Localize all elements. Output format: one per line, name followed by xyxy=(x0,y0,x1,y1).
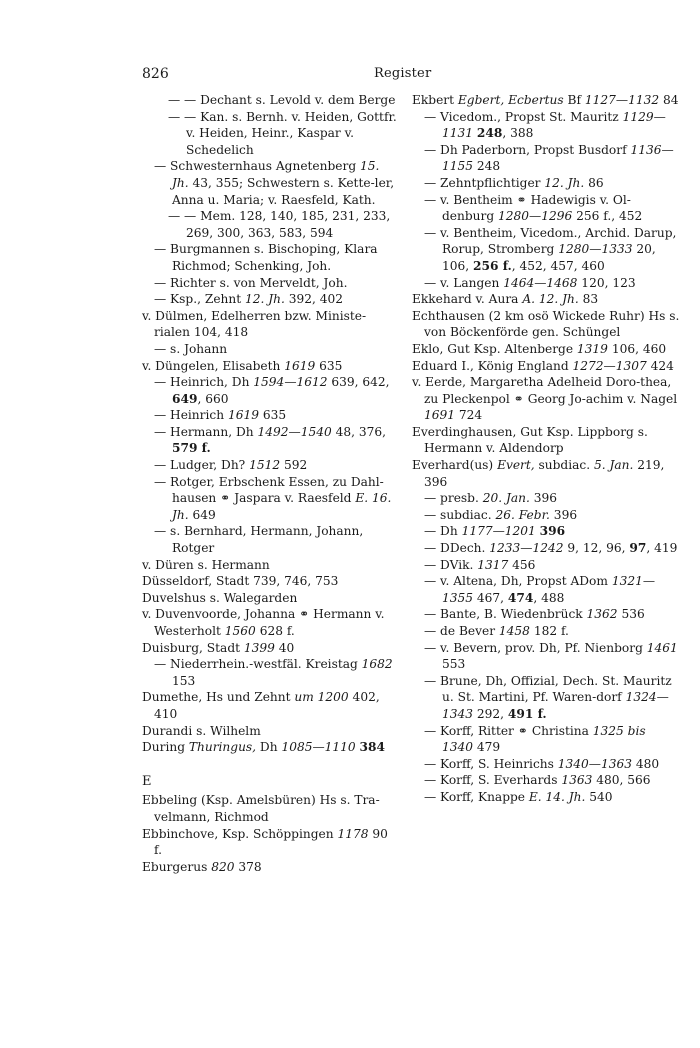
text-span: — — Dechant s. Levold v. dem Berge xyxy=(168,93,396,107)
text-span: — Heinrich, Dh xyxy=(154,375,254,390)
index-entry xyxy=(142,523,398,556)
index-entry xyxy=(142,689,398,722)
text-span: — Brune, Dh, Offizial, Dech. St. Mauritz u. St. Martini, Pf. Waren-dorf xyxy=(424,673,672,705)
text-span: Everdinghausen, Gut Ksp. Lippborg s. Hermann v. Aldendorp xyxy=(412,424,648,456)
italic-span: 1178 xyxy=(337,826,369,841)
text-span: v. Eerde, Margaretha Adelheid Doro-thea, zu Pleckenpol ⚭ Georg Jo-achim v. Nagel xyxy=(412,375,678,406)
index-entry xyxy=(142,859,398,876)
index-entry xyxy=(412,341,680,358)
text-span: 83 xyxy=(578,292,599,307)
text-span: — s. Johann xyxy=(154,341,228,356)
text-span: 40 xyxy=(274,640,295,655)
italic-span: 1321—1355 xyxy=(442,574,656,605)
text-span: — Korff, S. Heinrichs xyxy=(424,756,558,771)
text-span: Everhard(us) xyxy=(412,458,498,473)
italic-span: 1127—1132 xyxy=(584,93,660,107)
italic-span: 1324—1343 xyxy=(442,690,669,721)
italic-span: 1317 xyxy=(477,557,509,572)
italic-span: Thuringus, xyxy=(188,740,257,755)
text-span: — Korff, Knappe xyxy=(424,789,529,804)
text-span: — DVik. xyxy=(424,557,478,572)
italic-span: 1325 bis 1340 xyxy=(442,723,646,755)
bold-page-ref: 649 xyxy=(172,391,198,406)
text-span: Echthausen (2 km osö Wickede Ruhr) Hs s. von Böckenförde gen. Schüngel xyxy=(412,308,680,340)
index-entry xyxy=(142,590,398,607)
index-entry xyxy=(142,291,398,308)
page-number: 826 xyxy=(142,66,169,82)
index-entry xyxy=(412,192,680,225)
italic-span: 1233—1242 xyxy=(489,541,564,556)
text-span: 20, 106, xyxy=(442,242,656,273)
text-span: — Heinrich xyxy=(154,408,228,423)
index-entry xyxy=(412,424,680,457)
text-span: — Burgmannen s. Bischoping, Klara Richmod; Schenking, Joh. xyxy=(154,242,378,273)
index-entry xyxy=(412,723,680,756)
text-span: 378 xyxy=(234,859,262,874)
text-span: 635 xyxy=(258,408,287,423)
text-span: 639, 642, xyxy=(327,375,390,390)
index-entry xyxy=(142,158,398,208)
italic-span: 1319 xyxy=(576,341,608,356)
italic-span: 1280—1296 xyxy=(498,209,573,224)
text-span: 635 xyxy=(315,358,343,373)
text-span: — Ksp., Zehnt xyxy=(154,292,245,307)
italic-span: 1619 xyxy=(284,358,316,373)
text-span: 553 xyxy=(442,657,466,672)
text-span: — subdiac. xyxy=(424,507,496,522)
index-entry xyxy=(142,723,398,740)
text-span: 396 xyxy=(529,491,557,506)
text-span: 592 xyxy=(280,458,308,473)
index-entry xyxy=(142,407,398,424)
text-span: — de Bever xyxy=(424,624,499,638)
index-entry xyxy=(412,573,680,606)
index-entry xyxy=(142,606,398,639)
text-span: — Vicedom., Propst St. Mauritz xyxy=(424,109,623,124)
index-entry xyxy=(412,623,680,640)
index-entry xyxy=(142,792,398,825)
text-span: Bf xyxy=(563,93,585,107)
text-span: v. Düngelen, Elisabeth xyxy=(142,358,285,373)
italic-span: 1682 xyxy=(361,657,393,672)
text-span: , 660 xyxy=(197,391,229,406)
running-head: Register xyxy=(374,66,432,81)
italic-span: 1464—1468 xyxy=(503,275,578,290)
index-entry xyxy=(142,341,398,358)
text-span: 86 xyxy=(584,175,604,190)
italic-span: 1560 xyxy=(224,624,256,638)
index-entry xyxy=(412,523,680,540)
text-span: 456 xyxy=(508,557,536,572)
text-span: — v. Langen xyxy=(424,275,504,290)
text-span: Eklo, Gut Ksp. Altenberge xyxy=(412,341,577,356)
text-span: 480, 566 xyxy=(592,773,651,788)
text-span: Dumethe, Hs und Zehnt xyxy=(142,690,295,705)
index-entry xyxy=(412,640,680,673)
bold-page-ref: 491 f. xyxy=(507,706,547,721)
text-span: , 388 xyxy=(502,126,534,141)
index-entry xyxy=(412,490,680,507)
text-span: 219, 396 xyxy=(424,458,665,489)
text-span: — Korff, Ritter ⚭ Christina xyxy=(424,723,593,738)
text-span: — Ludger, Dh? xyxy=(154,458,250,473)
italic-span: 12. Jh. xyxy=(245,292,285,307)
index-entry xyxy=(142,457,398,474)
text-span: 424 xyxy=(646,358,674,373)
text-span: Dh xyxy=(256,740,282,755)
text-span: 540 xyxy=(585,789,613,804)
italic-span: 1492—1540 xyxy=(257,424,332,439)
text-span: — v. Bevern, prov. Dh, Pf. Nienborg xyxy=(424,640,647,655)
italic-span: Evert, xyxy=(497,458,535,473)
text-span: 48, 376, xyxy=(331,424,387,439)
bold-page-ref: 248 xyxy=(476,126,503,141)
text-span: Ekbert xyxy=(412,93,458,107)
text-span: Ekkehard v. Aura xyxy=(412,292,523,307)
italic-span: 5. Jan. xyxy=(593,458,634,473)
text-span: — DDech. xyxy=(424,541,490,556)
index-entry xyxy=(142,826,398,859)
italic-span: 1691 xyxy=(424,408,456,423)
text-span: Düsseldorf, Stadt 739, 746, 753 xyxy=(142,574,339,589)
text-span: 724 xyxy=(455,408,483,423)
index-entry xyxy=(142,557,398,574)
italic-span: 1399 xyxy=(243,640,275,655)
index-entry xyxy=(142,739,398,756)
text-span: — Bante, B. Wiedenbrück xyxy=(424,607,587,622)
text-span: — v. Bentheim, Vicedom., Archid. Darup, Rorup, Stromberg xyxy=(424,225,677,257)
text-span: Ebbinchove, Ksp. Schöppingen xyxy=(142,826,338,841)
text-span: — v. Bentheim ⚭ Hadewigis v. Ol-denburg xyxy=(424,192,631,224)
text-span: 256 f., 452 xyxy=(572,209,643,224)
text-span: 9, 12, 96, xyxy=(563,541,630,556)
text-span: subdiac. xyxy=(534,458,594,473)
index-entry xyxy=(412,92,680,109)
italic-span: 1272—1307 xyxy=(572,358,647,373)
bold-page-ref: 396 xyxy=(539,524,566,539)
text-span: Duisburg, Stadt xyxy=(142,640,244,655)
text-span: 467, xyxy=(473,590,508,605)
index-entry xyxy=(142,275,398,292)
index-entry xyxy=(412,175,680,192)
index-entry xyxy=(412,358,680,375)
italic-span: 1461 xyxy=(646,640,678,655)
index-entry xyxy=(412,457,680,490)
index-entry xyxy=(142,640,398,657)
italic-span: 1619 xyxy=(227,408,259,423)
bold-page-ref: 256 f. xyxy=(473,258,512,273)
text-span: — Zehntpflichtiger xyxy=(424,175,545,190)
index-entry xyxy=(412,308,680,341)
italic-span: 1136—1155 xyxy=(442,142,674,174)
text-span: E xyxy=(142,773,152,789)
index-entry xyxy=(142,308,398,341)
index-entry xyxy=(412,606,680,623)
italic-span: 1512 xyxy=(249,458,281,473)
index-entry xyxy=(412,291,680,308)
italic-span: Egbert, Ecbertus xyxy=(457,93,564,107)
index-entry xyxy=(142,241,398,274)
text-span: — — Kan. s. Bernh. v. Heiden, Gottfr. v. Heiden, Heinr., Kaspar v. Schedelich xyxy=(168,109,397,157)
index-entry xyxy=(412,109,680,142)
italic-span: 1129—1131 xyxy=(442,109,666,141)
text-span: 43, 355; Schwestern s. Kette-ler, Anna u. Maria; v. Raesfeld, Kath. xyxy=(172,175,395,207)
text-span: — Dh xyxy=(424,524,462,539)
text-span: 392, 402 xyxy=(284,292,344,307)
text-span: Eburgerus xyxy=(142,859,212,874)
italic-span: 1340—1363 xyxy=(557,756,632,771)
text-span: Durandi s. Wilhelm xyxy=(142,723,261,738)
index-entry xyxy=(142,656,398,689)
text-span: 402, 410 xyxy=(154,690,380,721)
text-span: — Korff, S. Everhards xyxy=(424,773,562,788)
bold-page-ref: 97 xyxy=(629,541,647,556)
index-entry xyxy=(412,275,680,292)
index-entry xyxy=(142,358,398,375)
bold-page-ref: 384 xyxy=(359,740,385,755)
text-span: 153 xyxy=(172,673,196,688)
italic-span: 1280—1333 xyxy=(558,242,633,257)
italic-span: E. 16. Jh. xyxy=(172,491,392,522)
index-entry xyxy=(412,540,680,557)
italic-span: um 1200 xyxy=(294,690,349,705)
index-entry xyxy=(412,374,680,424)
index-entry xyxy=(142,109,398,159)
text-span: 182 f. xyxy=(529,624,569,638)
bold-page-ref: 474 xyxy=(507,590,534,605)
index-entry xyxy=(412,557,680,574)
text-span: 84 xyxy=(659,93,679,107)
text-span: 248 xyxy=(473,159,501,174)
text-span: 90 f. xyxy=(154,826,388,858)
text-span: — v. Altena, Dh, Propst ADom xyxy=(424,574,612,589)
italic-span: 1362 xyxy=(586,607,618,622)
italic-span: 15. Jh. xyxy=(172,159,380,190)
italic-span: E. 14. Jh. xyxy=(528,789,586,804)
text-span: — Richter s. von Merveldt, Joh. xyxy=(154,275,348,290)
text-span: — — Mem. 128, 140, 185, 231, 233, 269, 300, 363, 583, 594 xyxy=(168,209,391,240)
text-span: Duvelshus s. Walegarden xyxy=(142,590,298,605)
text-span: v. Dülmen, Edelherren bzw. Ministe-rialen 104, 418 xyxy=(142,308,367,340)
text-span: Ebbeling (Ksp. Amelsbüren) Hs s. Tra-velmann, Richmod xyxy=(142,793,380,824)
index-entry xyxy=(412,789,680,806)
index-entry xyxy=(142,208,398,241)
section-letter-heading xyxy=(142,774,398,791)
index-entry xyxy=(142,374,398,407)
text-span: 106, 460 xyxy=(607,341,667,356)
text-span: 120, 123 xyxy=(577,275,636,290)
index-column-right xyxy=(412,92,680,806)
text-span: — Hermann, Dh xyxy=(154,424,258,439)
italic-span: 1594—1612 xyxy=(253,375,328,390)
index-entry xyxy=(412,142,680,175)
italic-span: 1363 xyxy=(561,773,593,788)
text-span: 479 xyxy=(473,740,501,755)
index-column-left xyxy=(142,92,398,875)
index-entry xyxy=(142,424,398,457)
index-entry xyxy=(142,92,398,109)
italic-span: 1177—1201 xyxy=(461,524,536,539)
text-span: 628 f. xyxy=(255,624,295,638)
text-span: — Rotger, Erbschenk Essen, zu Dahl-hausen ⚭ Jaspara v. Raesfeld xyxy=(154,474,384,506)
text-span: — Dh Paderborn, Propst Busdorf xyxy=(424,142,631,157)
italic-span: 1085—1110 xyxy=(281,740,356,755)
italic-span: 820 xyxy=(211,859,235,874)
index-entry xyxy=(412,673,680,723)
text-span: — Niederrhein.-westfäl. Kreistag xyxy=(154,657,362,672)
text-span: Eduard I., König England xyxy=(412,358,573,373)
italic-span: A. 12. Jh. xyxy=(522,292,579,307)
text-span: — Schwesternhaus Agnetenberg xyxy=(154,159,361,174)
italic-span: 1458 xyxy=(498,624,530,638)
text-span: , 452, 457, 460 xyxy=(511,258,605,273)
italic-span: 26. Febr. xyxy=(495,507,550,522)
index-entry xyxy=(412,772,680,789)
index-entry xyxy=(142,573,398,590)
text-span: , 488 xyxy=(533,590,565,605)
index-entry xyxy=(412,507,680,524)
text-span: During xyxy=(142,740,189,755)
index-entry xyxy=(412,756,680,773)
text-span: — presb. xyxy=(424,491,483,506)
text-span: — s. Bernhard, Hermann, Johann, Rotger xyxy=(154,524,364,556)
text-span: 480 xyxy=(632,756,660,771)
text-span: 396 xyxy=(549,507,578,522)
text-span: v. Duvenvoorde, Johanna ⚭ Hermann v. Westerholt xyxy=(142,607,385,638)
bold-page-ref: 579 f. xyxy=(172,441,211,456)
index-entry xyxy=(412,225,680,275)
text-span: v. Düren s. Hermann xyxy=(142,557,270,572)
index-entry xyxy=(142,474,398,524)
italic-span: 20. Jan. xyxy=(482,491,530,506)
text-span: , 419 xyxy=(646,541,678,556)
text-span: 536 xyxy=(617,607,645,622)
text-span: 649 xyxy=(188,507,216,522)
italic-span: 12. Jh. xyxy=(544,175,585,190)
text-span: 292, xyxy=(473,706,508,721)
